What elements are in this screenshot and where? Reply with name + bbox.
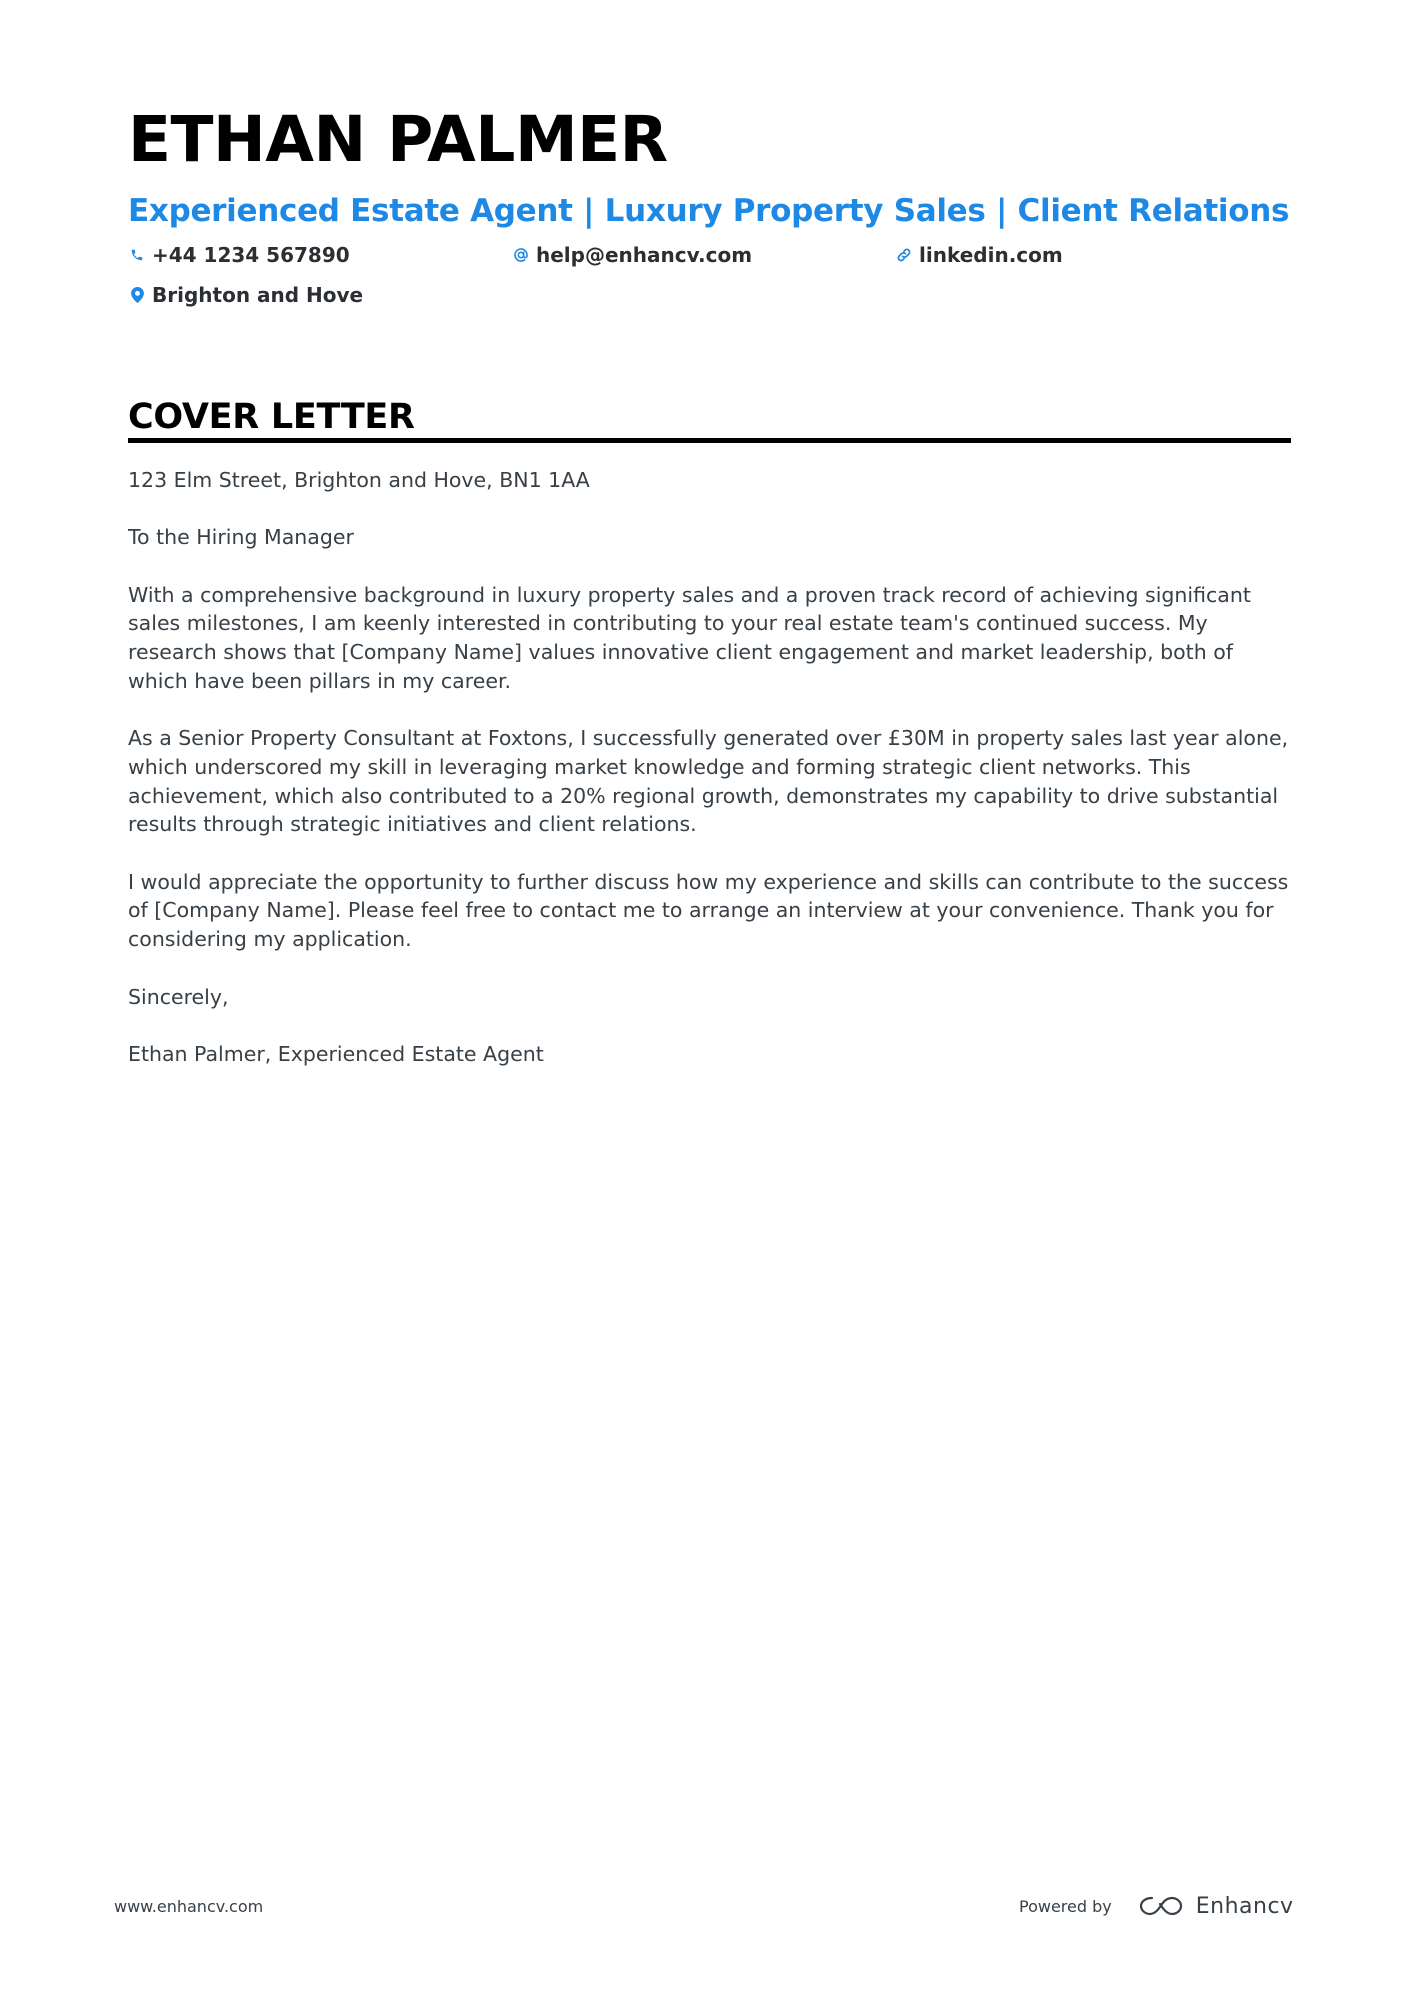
section-title: COVER LETTER [128, 397, 415, 437]
letter-closing: Sincerely, [128, 984, 229, 1009]
link-icon [895, 246, 913, 264]
letter-paragraph: With a comprehensive background in luxury property sales and a proven track record of achieving significant sales milestones, I am keenly interested in contributing to your real estate team's continued success. My research shows that [Company Name] values innovative client engagement and market leadership, both of which have been pillars in my career. [128, 582, 1251, 693]
letter-paragraph: I would appreciate the opportunity to further discuss how my experience and skills can contribute to the success of [Company Name]. Please feel free to contact me to arrange an interview at your convenience. Thank you for considering my application. [128, 869, 1289, 952]
letter-address: 123 Elm Street, Brighton and Hove, BN1 1AA [128, 468, 590, 492]
enhancv-brand-name: Enhancv [1195, 1893, 1294, 1919]
enhancv-logo-icon [1138, 1893, 1184, 1919]
letter-paragraph: As a Senior Property Consultant at Foxtons, I successfully generated over £30M in property sales last year alone, which underscored my skill in leveraging market knowledge and forming strategic client networks. This achievement, which also contributed to a 20% regional growth, demonstrates my capability to drive substantial results through strategic initiatives and client relations. [128, 726, 1289, 837]
contact-location [128, 283, 363, 307]
candidate-name: ETHAN PALMER [128, 103, 668, 176]
contact-linkedin[interactable] [895, 243, 1063, 267]
contact-phone-text: +44 1234 567890 [152, 243, 350, 267]
location-pin-icon [128, 286, 146, 304]
contact-email[interactable] [512, 243, 752, 267]
letter-signature: Ethan Palmer, Experienced Estate Agent [128, 1041, 544, 1066]
letter-body [128, 466, 1291, 1097]
cover-letter-page [128, 0, 1291, 1995]
powered-by-label: Powered by [1019, 1896, 1112, 1916]
contact-email-text: help@enhancv.com [536, 243, 753, 267]
at-icon [512, 246, 530, 264]
candidate-headline: Experienced Estate Agent | Luxury Property Sales | Client Relations [128, 193, 1290, 229]
contact-location-text: Brighton and Hove [152, 283, 364, 307]
phone-icon [128, 246, 146, 264]
contact-phone[interactable] [128, 243, 350, 267]
section-divider [128, 438, 1291, 443]
contact-linkedin-text: linkedin.com [919, 243, 1063, 267]
footer-url[interactable]: www.enhancv.com [114, 1897, 264, 1916]
powered-by [1019, 1893, 1294, 1919]
letter-salutation: To the Hiring Manager [128, 525, 354, 550]
